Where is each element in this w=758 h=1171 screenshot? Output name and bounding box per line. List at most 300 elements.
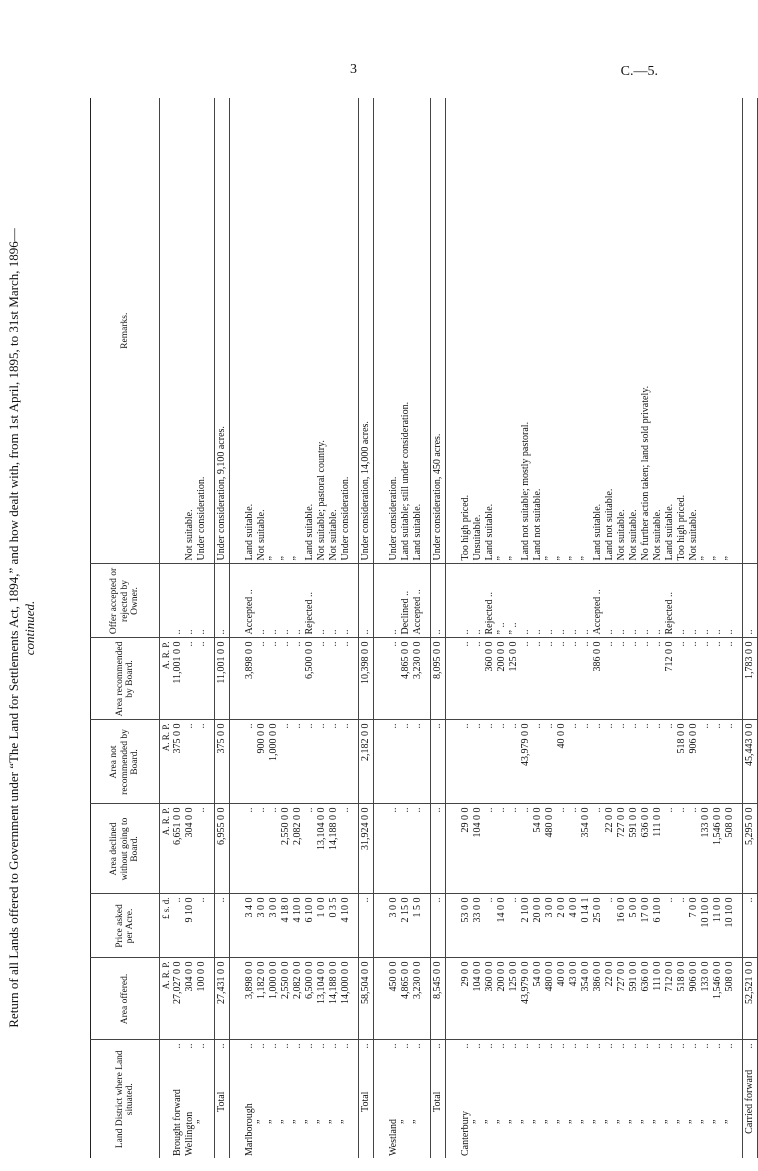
- cell-remarks: ”: [496, 556, 507, 561]
- cell-declined: ..: [508, 804, 520, 894]
- cell-district: [280, 1040, 292, 1158]
- district-name: ”: [268, 1119, 279, 1124]
- cell-price: ..: [172, 894, 184, 958]
- cell-offer-status: ” ..: [496, 564, 508, 638]
- cell-area-offered: 14,188 0 0: [328, 958, 340, 1040]
- leader-dots: ..: [268, 1043, 279, 1049]
- cell-price: 2 15 0: [400, 894, 412, 958]
- district-name: Total: [360, 1091, 371, 1112]
- cell-remarks: Not suitable.: [256, 509, 267, 561]
- cell-area-offered: 3,898 0 0: [230, 958, 257, 1040]
- col-not-recommended: Area not recommended by Board.: [91, 720, 160, 804]
- cell-not-recommended: 375 0 0: [215, 720, 230, 804]
- cell-declined: 2,550 0 0: [280, 804, 292, 894]
- district-name: ”: [688, 1119, 699, 1124]
- cell-remarks: ”: [268, 556, 279, 561]
- cell-recommended: 10,398 0 0: [359, 638, 374, 720]
- leader-dots: ..: [484, 1043, 495, 1049]
- header-row: [91, 98, 160, 1158]
- cell-area-offered: 125 0 0: [508, 958, 520, 1040]
- leader-dots: ..: [172, 1043, 183, 1049]
- cell-offer-status: ” ..: [508, 564, 520, 638]
- leader-dots: ..: [216, 1043, 227, 1049]
- district-name: ”: [484, 1119, 495, 1124]
- cell-price: 1 5 0: [412, 894, 431, 958]
- cell-area-offered: 14,000 0 0: [340, 958, 359, 1040]
- cell-price: ..: [431, 894, 446, 958]
- cell-remarks: Not suitable.: [688, 509, 699, 561]
- cell-recommended: ..: [472, 638, 484, 720]
- table-row: [532, 98, 544, 1158]
- cell-declined: ..: [676, 804, 688, 894]
- cell-offer-status: Accepted ..: [592, 564, 604, 638]
- cell-recommended: 3,898 0 0: [230, 638, 257, 720]
- district-name: ”: [592, 1119, 603, 1124]
- cell-remarks: Under consideration, 14,000 acres.: [359, 98, 374, 564]
- table-row: [688, 98, 700, 1158]
- cell-price: 2 0 0: [556, 894, 568, 958]
- cell-declined: ..: [688, 804, 700, 894]
- cell-price: ..: [676, 894, 688, 958]
- cell-district: [664, 1040, 676, 1158]
- cell-declined: ..: [556, 804, 568, 894]
- leader-dots: ..: [460, 1043, 471, 1049]
- cell-remarks: Not suitable.: [328, 509, 339, 561]
- cell-price: 5 0 0: [628, 894, 640, 958]
- cell-remarks: Land suitable.: [304, 503, 315, 561]
- table-row: [496, 98, 508, 1158]
- unit-notrec: A. R. P.: [160, 720, 173, 804]
- cell-offer-status: ..: [184, 564, 196, 638]
- cell-declined: 54 0 0: [532, 804, 544, 894]
- cell-recommended: 386 0 0: [592, 638, 604, 720]
- cell-district: [712, 1040, 724, 1158]
- cell-area-offered: 111 0 0: [652, 958, 664, 1040]
- unit-blank: [160, 98, 173, 564]
- cell-price: 53 0 0: [446, 894, 473, 958]
- cell-price: 20 0 0: [532, 894, 544, 958]
- table-row: [472, 98, 484, 1158]
- cell-remarks: ”: [568, 556, 579, 561]
- cell-recommended: 8,095 0 0: [431, 638, 446, 720]
- leader-dots: ..: [744, 1043, 755, 1049]
- cell-offer-status: ..: [292, 564, 304, 638]
- cell-price: 4 10 0: [292, 894, 304, 958]
- cell-recommended: ..: [256, 638, 268, 720]
- cell-district: [268, 1040, 280, 1158]
- cell-price: 10 10 0: [700, 894, 712, 958]
- rotated-return-table: [6, 98, 755, 1158]
- table-row: [340, 98, 359, 1158]
- cell-price: 6 10 0: [304, 894, 316, 958]
- leader-dots: ..: [388, 1043, 399, 1049]
- cell-price: ..: [359, 894, 374, 958]
- leader-dots: ..: [360, 1043, 371, 1049]
- sheet-reference: C.—5.: [620, 64, 658, 79]
- cell-area-offered: 360 0 0: [484, 958, 496, 1040]
- cell-remarks: No further action taken; land sold privately.: [640, 385, 651, 561]
- cell-area-offered: 518 0 0: [676, 958, 688, 1040]
- cell-declined: ..: [520, 804, 532, 894]
- cell-district: [484, 1040, 496, 1158]
- leader-dots: ..: [328, 1043, 339, 1049]
- page-number: 3: [350, 62, 357, 77]
- unit-area: A. R. P.: [160, 958, 173, 1040]
- cell-district: [592, 1040, 604, 1158]
- cell-remarks: ”: [544, 556, 555, 561]
- table-row: [256, 98, 268, 1158]
- district-name: ”: [532, 1119, 543, 1124]
- cell-price: ..: [664, 894, 676, 958]
- district-name: ”: [580, 1119, 591, 1124]
- leader-dots: ..: [184, 1043, 195, 1049]
- cell-not-recommended: ..: [496, 720, 508, 804]
- cell-remarks: Under consideration.: [196, 476, 207, 561]
- cell-district: [568, 1040, 580, 1158]
- cell-district: [230, 1040, 257, 1158]
- cell-declined: 133 0 0: [700, 804, 712, 894]
- cell-recommended: ..: [280, 638, 292, 720]
- cell-price: 14 0 0: [496, 894, 508, 958]
- cell-district: [196, 1040, 215, 1158]
- cell-district: [676, 1040, 688, 1158]
- cell-declined: 727 0 0: [616, 804, 628, 894]
- cell-declined: 1,546 0 0: [712, 804, 724, 894]
- units-row: [160, 98, 173, 1158]
- cell-declined: 6,955 0 0: [215, 804, 230, 894]
- table-row: [304, 98, 316, 1158]
- cell-remarks: Not suitable.: [616, 509, 627, 561]
- cell-recommended: ..: [580, 638, 592, 720]
- cell-not-recommended: ..: [592, 720, 604, 804]
- cell-recommended: 11,001 0 0: [215, 638, 230, 720]
- district-name: ”: [664, 1119, 675, 1124]
- cell-offer-status: ..: [743, 564, 758, 638]
- district-name: ”: [640, 1119, 651, 1124]
- cell-remarks: Under consideration.: [388, 476, 399, 561]
- cell-area-offered: 58,504 0 0: [359, 958, 374, 1040]
- cell-offer-status: Rejected ..: [304, 564, 316, 638]
- cell-recommended: 1,783 0 0: [743, 638, 758, 720]
- cell-area-offered: 354 0 0: [580, 958, 592, 1040]
- cell-declined: ..: [484, 804, 496, 894]
- cell-district: [724, 1040, 743, 1158]
- cell-remarks: Land suitable.: [484, 503, 495, 561]
- cell-remarks: Unsuitable.: [472, 514, 483, 561]
- cell-area-offered: 13,104 0 0: [316, 958, 328, 1040]
- table-row: [700, 98, 712, 1158]
- table-row: [604, 98, 616, 1158]
- leader-dots: ..: [712, 1043, 723, 1049]
- cell-district: [616, 1040, 628, 1158]
- cell-declined: 354 0 0: [580, 804, 592, 894]
- cell-declined: ..: [340, 804, 359, 894]
- cell-recommended: 11,001 0 0: [172, 638, 184, 720]
- table-row: [712, 98, 724, 1158]
- leader-dots: ..: [304, 1043, 315, 1049]
- district-name: Wellington: [184, 1111, 195, 1156]
- cell-area-offered: 1,000 0 0: [268, 958, 280, 1040]
- district-name: ”: [496, 1119, 507, 1124]
- cell-offer-status: Rejected ..: [484, 564, 496, 638]
- district-name: Total: [432, 1091, 443, 1112]
- cell-recommended: ..: [328, 638, 340, 720]
- cell-recommended: 200 0 0: [496, 638, 508, 720]
- cell-district: [640, 1040, 652, 1158]
- district-name: ”: [724, 1119, 735, 1124]
- cell-price: 0 14 1: [580, 894, 592, 958]
- cell-area-offered: 712 0 0: [664, 958, 676, 1040]
- cell-district: [520, 1040, 532, 1158]
- cell-remarks: Too high priced.: [460, 494, 471, 561]
- cell-declined: ..: [664, 804, 676, 894]
- leader-dots: ..: [532, 1043, 543, 1049]
- cell-area-offered: 508 0 0: [724, 958, 743, 1040]
- table-row: [374, 98, 401, 1158]
- cell-not-recommended: ..: [184, 720, 196, 804]
- leader-dots: ..: [568, 1043, 579, 1049]
- cell-offer-status: Rejected ..: [664, 564, 676, 638]
- district-name: Total: [216, 1091, 227, 1112]
- table-row: [412, 98, 431, 1158]
- table-row: [556, 98, 568, 1158]
- cell-declined: 6,651 0 0: [172, 804, 184, 894]
- cell-remarks: Land suitable.: [592, 503, 603, 561]
- cell-district: [172, 1040, 184, 1158]
- cell-area-offered: 133 0 0: [700, 958, 712, 1040]
- leader-dots: ..: [340, 1043, 351, 1049]
- district-name: ”: [256, 1119, 267, 1124]
- cell-price: 3 0 0: [256, 894, 268, 958]
- cell-not-recommended: ..: [724, 720, 743, 804]
- cell-area-offered: 29 0 0: [446, 958, 473, 1040]
- cell-district: [544, 1040, 556, 1158]
- cell-not-recommended: ..: [616, 720, 628, 804]
- district-name: ”: [412, 1119, 423, 1124]
- cell-recommended: ..: [532, 638, 544, 720]
- cell-area-offered: 40 0 0: [556, 958, 568, 1040]
- cell-not-recommended: 45,443 0 0: [743, 720, 758, 804]
- cell-recommended: ..: [544, 638, 556, 720]
- leader-dots: ..: [616, 1043, 627, 1049]
- cell-price: 16 0 0: [616, 894, 628, 958]
- cell-area-offered: 450 0 0: [374, 958, 401, 1040]
- leader-dots: ..: [520, 1043, 531, 1049]
- cell-district: [304, 1040, 316, 1158]
- cell-recommended: ..: [520, 638, 532, 720]
- cell-declined: ..: [374, 804, 401, 894]
- cell-offer-status: ..: [580, 564, 592, 638]
- cell-area-offered: 727 0 0: [616, 958, 628, 1040]
- cell-offer-status: ..: [628, 564, 640, 638]
- cell-not-recommended: ..: [652, 720, 664, 804]
- cell-remarks: Under consideration, 9,100 acres.: [215, 98, 230, 564]
- cell-price: ..: [604, 894, 616, 958]
- table-row: [592, 98, 604, 1158]
- cell-offer-status: ..: [446, 564, 473, 638]
- cell-declined: ..: [256, 804, 268, 894]
- cell-area-offered: 43,979 0 0: [520, 958, 532, 1040]
- cell-price: ..: [508, 894, 520, 958]
- cell-district: [604, 1040, 616, 1158]
- table-row: [230, 98, 257, 1158]
- cell-recommended: ..: [628, 638, 640, 720]
- table-row: [568, 98, 580, 1158]
- leader-dots: ..: [580, 1043, 591, 1049]
- cell-offer-status: ..: [215, 564, 230, 638]
- cell-not-recommended: ..: [412, 720, 431, 804]
- cell-area-offered: 2,550 0 0: [280, 958, 292, 1040]
- cell-offer-status: ..: [256, 564, 268, 638]
- cell-declined: 111 0 0: [652, 804, 664, 894]
- cell-area-offered: 22 0 0: [604, 958, 616, 1040]
- table-row: [196, 98, 215, 1158]
- table-row: [184, 98, 196, 1158]
- cell-district: [400, 1040, 412, 1158]
- cell-recommended: ..: [568, 638, 580, 720]
- district-name: ”: [472, 1119, 483, 1124]
- table-row: [328, 98, 340, 1158]
- cell-recommended: ..: [700, 638, 712, 720]
- leader-dots: ..: [292, 1043, 303, 1049]
- cell-offer-status: ..: [676, 564, 688, 638]
- cell-remarks: Land suitable.: [664, 503, 675, 561]
- leader-dots: ..: [700, 1043, 711, 1049]
- cell-price: 25 0 0: [592, 894, 604, 958]
- cell-not-recommended: ..: [472, 720, 484, 804]
- leader-dots: ..: [604, 1043, 615, 1049]
- cell-recommended: ..: [374, 638, 401, 720]
- cell-not-recommended: ..: [568, 720, 580, 804]
- cell-remarks: ”: [712, 556, 723, 561]
- cell-declined: ..: [496, 804, 508, 894]
- unit-declined: A. R. P.: [160, 804, 173, 894]
- cell-not-recommended: ..: [508, 720, 520, 804]
- cell-offer-status: ..: [359, 564, 374, 638]
- leader-dots: ..: [724, 1043, 735, 1049]
- table-row: [508, 98, 520, 1158]
- leader-dots: ..: [556, 1043, 567, 1049]
- cell-area-offered: 906 0 0: [688, 958, 700, 1040]
- cell-recommended: ..: [292, 638, 304, 720]
- cell-not-recommended: ..: [304, 720, 316, 804]
- cell-area-offered: 304 0 0: [184, 958, 196, 1040]
- cell-remarks: ”: [556, 556, 567, 561]
- cell-price: 7 0 0: [688, 894, 700, 958]
- cell-price: 11 0 0: [712, 894, 724, 958]
- cell-declined: 508 0 0: [724, 804, 743, 894]
- cell-offer-status: ..: [340, 564, 359, 638]
- cell-recommended: 125 0 0: [508, 638, 520, 720]
- cell-remarks: Land not suitable.: [532, 488, 543, 561]
- table-row: [724, 98, 743, 1158]
- col-remarks: Remarks.: [91, 98, 160, 564]
- cell-price: ..: [196, 894, 215, 958]
- cell-remarks: Not suitable; pastoral country.: [316, 440, 327, 561]
- table-row: [580, 98, 592, 1158]
- district-name: ”: [616, 1119, 627, 1124]
- table-title: [6, 98, 38, 1158]
- cell-price: ..: [743, 894, 758, 958]
- cell-remarks: ”: [700, 556, 711, 561]
- cell-declined: 591 0 0: [628, 804, 640, 894]
- cell-recommended: 712 0 0: [664, 638, 676, 720]
- district-name: ”: [556, 1119, 567, 1124]
- leader-dots: ..: [316, 1043, 327, 1049]
- cell-price: ..: [215, 894, 230, 958]
- cell-area-offered: 3,230 0 0: [412, 958, 431, 1040]
- cell-district: [580, 1040, 592, 1158]
- cell-price: 1 0 0: [316, 894, 328, 958]
- cell-offer-status: ..: [196, 564, 215, 638]
- cell-remarks: Not suitable.: [628, 509, 639, 561]
- cell-area-offered: 2,082 0 0: [292, 958, 304, 1040]
- title-continued: continued.: [22, 600, 37, 656]
- unit-rec: A. R. P.: [160, 638, 173, 720]
- cell-not-recommended: 518 0 0: [676, 720, 688, 804]
- cell-district: [359, 1040, 374, 1158]
- cell-recommended: ..: [196, 638, 215, 720]
- cell-area-offered: 52,521 0 0: [743, 958, 758, 1040]
- cell-not-recommended: ..: [446, 720, 473, 804]
- unit-blank: [160, 1040, 173, 1158]
- district-name: ”: [568, 1119, 579, 1124]
- cell-offer-status: ..: [724, 564, 743, 638]
- cell-not-recommended: ..: [484, 720, 496, 804]
- table-row: [316, 98, 328, 1158]
- leader-dots: ..: [664, 1043, 675, 1049]
- table-row: [652, 98, 664, 1158]
- cell-offer-status: ..: [532, 564, 544, 638]
- cell-declined: 5,295 0 0: [743, 804, 758, 894]
- cell-remarks: ”: [580, 556, 591, 561]
- cell-remarks: Land not suitable.: [604, 488, 615, 561]
- cell-recommended: ..: [268, 638, 280, 720]
- cell-district: [743, 1040, 758, 1158]
- cell-declined: 104 0 0: [472, 804, 484, 894]
- cell-offer-status: ..: [316, 564, 328, 638]
- cell-not-recommended: ..: [316, 720, 328, 804]
- cell-offer-status: ..: [568, 564, 580, 638]
- cell-price: 17 0 0: [640, 894, 652, 958]
- cell-recommended: 360 0 0: [484, 638, 496, 720]
- district-name: ”: [520, 1119, 531, 1124]
- table-row: [640, 98, 652, 1158]
- cell-offer-status: ..: [556, 564, 568, 638]
- cell-declined: 14,188 0 0: [328, 804, 340, 894]
- cell-declined: ..: [431, 804, 446, 894]
- cell-recommended: ..: [604, 638, 616, 720]
- cell-not-recommended: ..: [544, 720, 556, 804]
- leader-dots: ..: [412, 1043, 423, 1049]
- col-price: Price asked per Acre.: [91, 894, 160, 958]
- cell-remarks: Not suitable.: [652, 509, 663, 561]
- unit-blank: [160, 564, 173, 638]
- cell-area-offered: 386 0 0: [592, 958, 604, 1040]
- cell-recommended: ..: [724, 638, 743, 720]
- cell-remarks: [172, 98, 184, 564]
- cell-district: [628, 1040, 640, 1158]
- cell-not-recommended: 1,000 0 0: [268, 720, 280, 804]
- cell-offer-status: ..: [472, 564, 484, 638]
- district-name: ”: [604, 1119, 615, 1124]
- cell-not-recommended: 906 0 0: [688, 720, 700, 804]
- district-name: ”: [340, 1119, 351, 1124]
- cell-remarks: Land suitable.: [244, 503, 255, 561]
- cell-district: [688, 1040, 700, 1158]
- cell-offer-status: Accepted ..: [230, 564, 257, 638]
- total-row: [215, 98, 230, 1158]
